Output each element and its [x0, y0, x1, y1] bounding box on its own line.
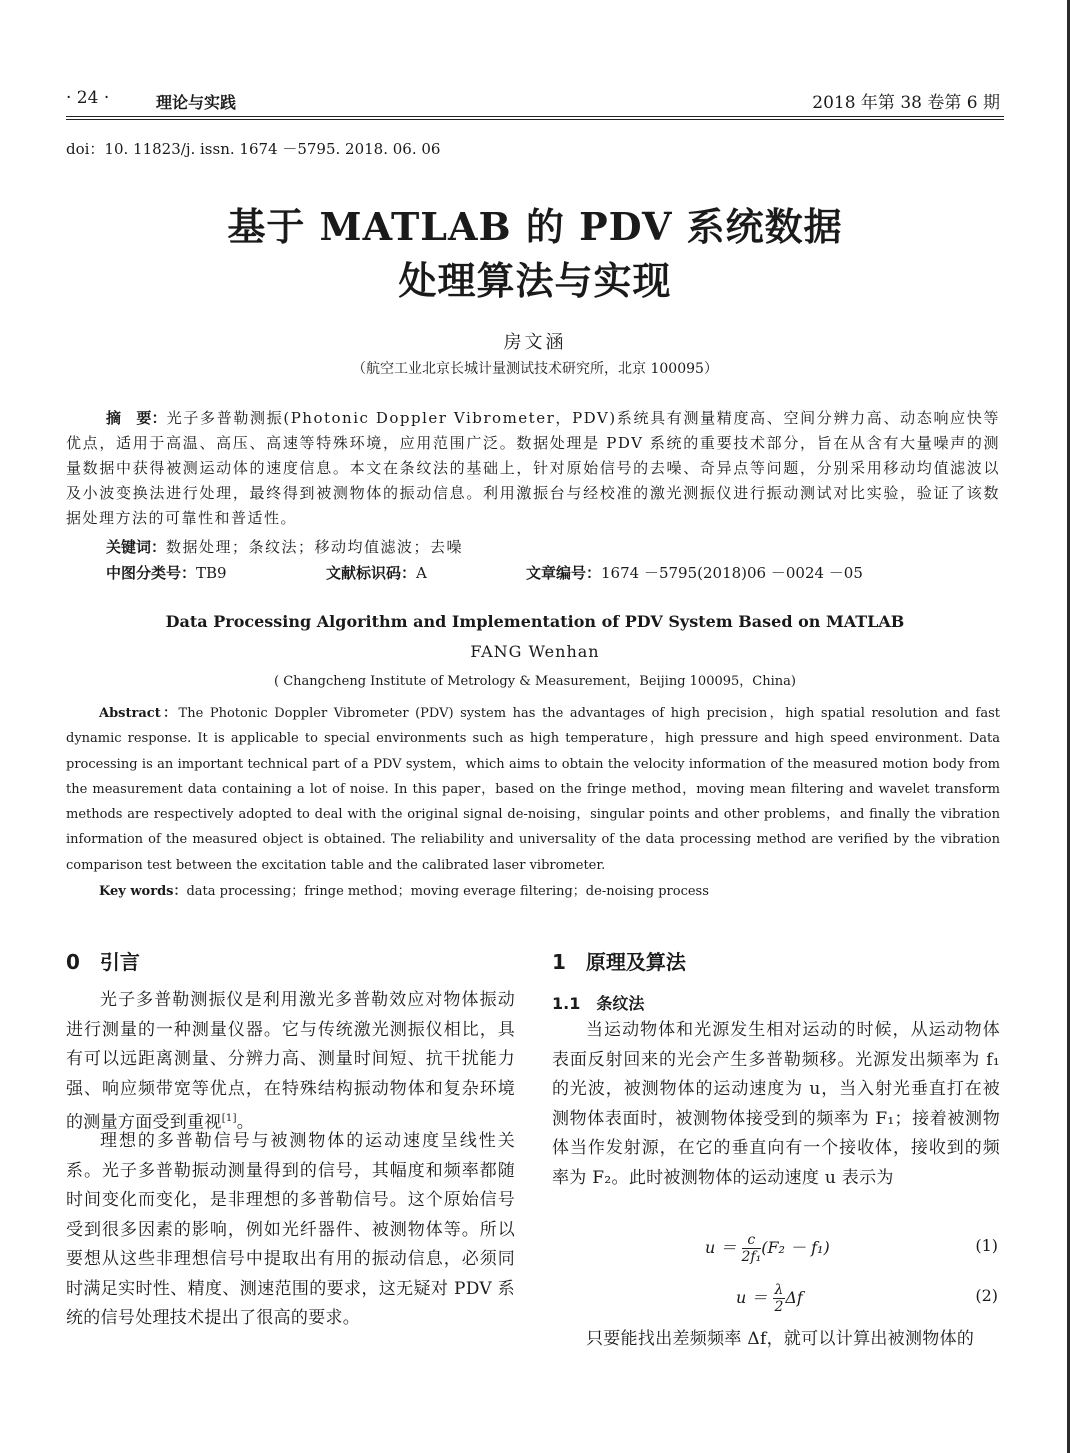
keywords-en-label: Key words：: [99, 884, 187, 899]
section-1-heading: 1 原理及算法: [552, 950, 686, 974]
eq2-rhs: Δf: [785, 1288, 803, 1307]
author: 房文涵: [503, 332, 567, 353]
doc-code-value: A: [416, 564, 427, 582]
paper-title-line1: 基于 MATLAB 的 PDV 系统数据: [227, 204, 843, 249]
clc-number: [106, 562, 227, 583]
article-no-value: 1674 －5795(2018)06 －0024 －05: [601, 564, 863, 582]
section-0-para-1-text: 光子多普勒测振仪是利用激光多普勒效应对物体振动进行测量的一种测量仪器。它与传统激光测振仪相比，具有可以远距离测量、分辨力高、测量时间短、抗干扰能力强、响应频带宽等优点，在特殊结构振动物体和复杂环境的测量方面受到重视: [66, 990, 515, 1133]
eq1-fraction: [742, 1232, 762, 1265]
section-0-heading: 0 引言: [66, 950, 140, 974]
keywords-en-text: data processing；fringe method；moving everage filtering；de-noising process: [186, 884, 709, 899]
english-title: Data Processing Algorithm and Implementation of PDV System Based on MATLAB: [165, 612, 905, 631]
section-0-para-2: 理想的多普勒信号与被测物体的运动速度呈线性关系。光子多普勒振动测量得到的信号，其幅度和频率都随时间变化而变化，是非理想的多普勒信号。这个原始信号受到很多因素的影响，例如光纤器件、被测物体等。所以要想从这些非理想信号中提取出有用的振动信息，必须同时满足实时性、精度、测速范围的要求，这无疑对 PDV 系统的信号处理技术提出了很高的要求。: [66, 1131, 515, 1328]
doi: doi：10. 11823/j. issn. 1674 －5795. 2018. 06. 06: [66, 140, 441, 158]
equation-2: [736, 1282, 803, 1315]
clc-value: TB9: [196, 564, 227, 582]
affiliation: （航空工业北京长城计量测试技术研究所，北京 100095）: [352, 361, 718, 377]
page-number: · 24 ·: [66, 88, 110, 108]
citation-ref: [1]: [221, 1113, 237, 1124]
eq1-rhs: (F₂ － f₁): [761, 1238, 830, 1257]
keywords-en: [99, 880, 709, 899]
keywords-zh-label: 关键词：: [106, 538, 167, 556]
article-number: [526, 562, 863, 583]
section-0-para-1: [66, 986, 515, 1138]
abstract-zh-label: 摘 要：: [106, 409, 167, 427]
equation-1: [705, 1232, 830, 1265]
header-rule-thin: [66, 119, 1004, 120]
section-1-para-2: 只要能找出差频频率 Δf，就可以计算出被测物体的: [586, 1329, 975, 1349]
abstract-en-label: Abstract：: [99, 706, 179, 721]
abstract-zh: [66, 406, 1000, 531]
journal-issue: 2018 年第 38 卷第 6 期: [812, 93, 1000, 113]
eq2-denominator: 2: [774, 1299, 784, 1315]
clc-label: 中图分类号：: [106, 564, 197, 582]
doc-code-label: 文献标识码：: [326, 564, 417, 582]
abstract-en: [66, 701, 1000, 878]
eq1-lhs: u ＝: [705, 1238, 737, 1257]
abstract-en-text: The Photonic Doppler Vibrometer (PDV) system has the advantages of high precision，high spatial resolution and fast dynamic response. It is applicable to special environments such as high temperature，high pressure and high speed environment. Data processing is an important technical part of a PDV system，which aims to obtain the velocity information of the measured motion body from the measurement data containing a lot of noise. In this paper，based on the fringe method，moving mean filtering and wavelet transform methods are respectively adopted to deal with the original signal de-noising，singular points and other problems，and finally the vibration information of the measured object is obtained. The reliability and universality of the data processing method are verified by the vibration comparison test between the excitation table and the calibrated laser vibrometer.: [66, 706, 1000, 873]
eq2-numerator: λ: [774, 1282, 784, 1298]
equation-1-number: (1): [975, 1236, 998, 1255]
keywords-zh: [106, 536, 463, 557]
eq1-numerator: c: [742, 1232, 762, 1249]
keywords-zh-text: 数据处理；条纹法；移动均值滤波；去噪: [166, 538, 464, 556]
eq1-denominator: 2f₁: [741, 1249, 762, 1265]
section-1-para-1: 当运动物体和光源发生相对运动的时候，从运动物体表面反射回来的光会产生多普勒频移。光源发出频率为 f₁ 的光波，被测物体的运动速度为 u，当入射光垂直打在被测物体表面时，被测物体接受到的频率为 F₁；接着被测物体当作发射源，在它的垂直向有一个接收体，接收到的频率为 F₂。此时被测物体的运动速度 u 表示为: [552, 1020, 1000, 1188]
header-rule: [66, 116, 1004, 117]
english-author: FANG Wenhan: [470, 642, 600, 661]
abstract-zh-text: 光子多普勒测振(Photonic Doppler Vibrometer，PDV)系统具有测量精度高、空间分辨力高、动态响应快等优点，适用于高温、高压、高速等特殊环境，应用范围广泛。数据处理是 PDV 系统的重要技术部分，旨在从含有大量噪声的测量数据中获得被测运动体的速度信息。本文在条纹法的基础上，针对原始信号的去噪、奇异点等问题，分别采用移动均值滤波以及小波变换法进行处理，最终得到被测物体的振动信息。利用激振台与经校准的激光测振仪进行振动测试对比实验，验证了该数据处理方法的可靠性和普适性。: [66, 409, 1000, 527]
eq2-lhs: u ＝: [736, 1288, 768, 1307]
eq2-fraction: [773, 1282, 786, 1315]
subsection-1-1-heading: 1.1 条纹法: [552, 994, 645, 1013]
article-no-label: 文章编号：: [526, 564, 602, 582]
english-affiliation: ( Changcheng Institute of Metrology & Measurement，Beijing 100095，China): [274, 674, 796, 689]
paper-title-line2: 处理算法与实现: [398, 258, 672, 303]
document-code: [326, 562, 427, 583]
section-0-para-1-end: 。: [236, 1112, 255, 1133]
equation-2-number: (2): [975, 1286, 998, 1305]
journal-section: 理论与实践: [156, 93, 237, 112]
